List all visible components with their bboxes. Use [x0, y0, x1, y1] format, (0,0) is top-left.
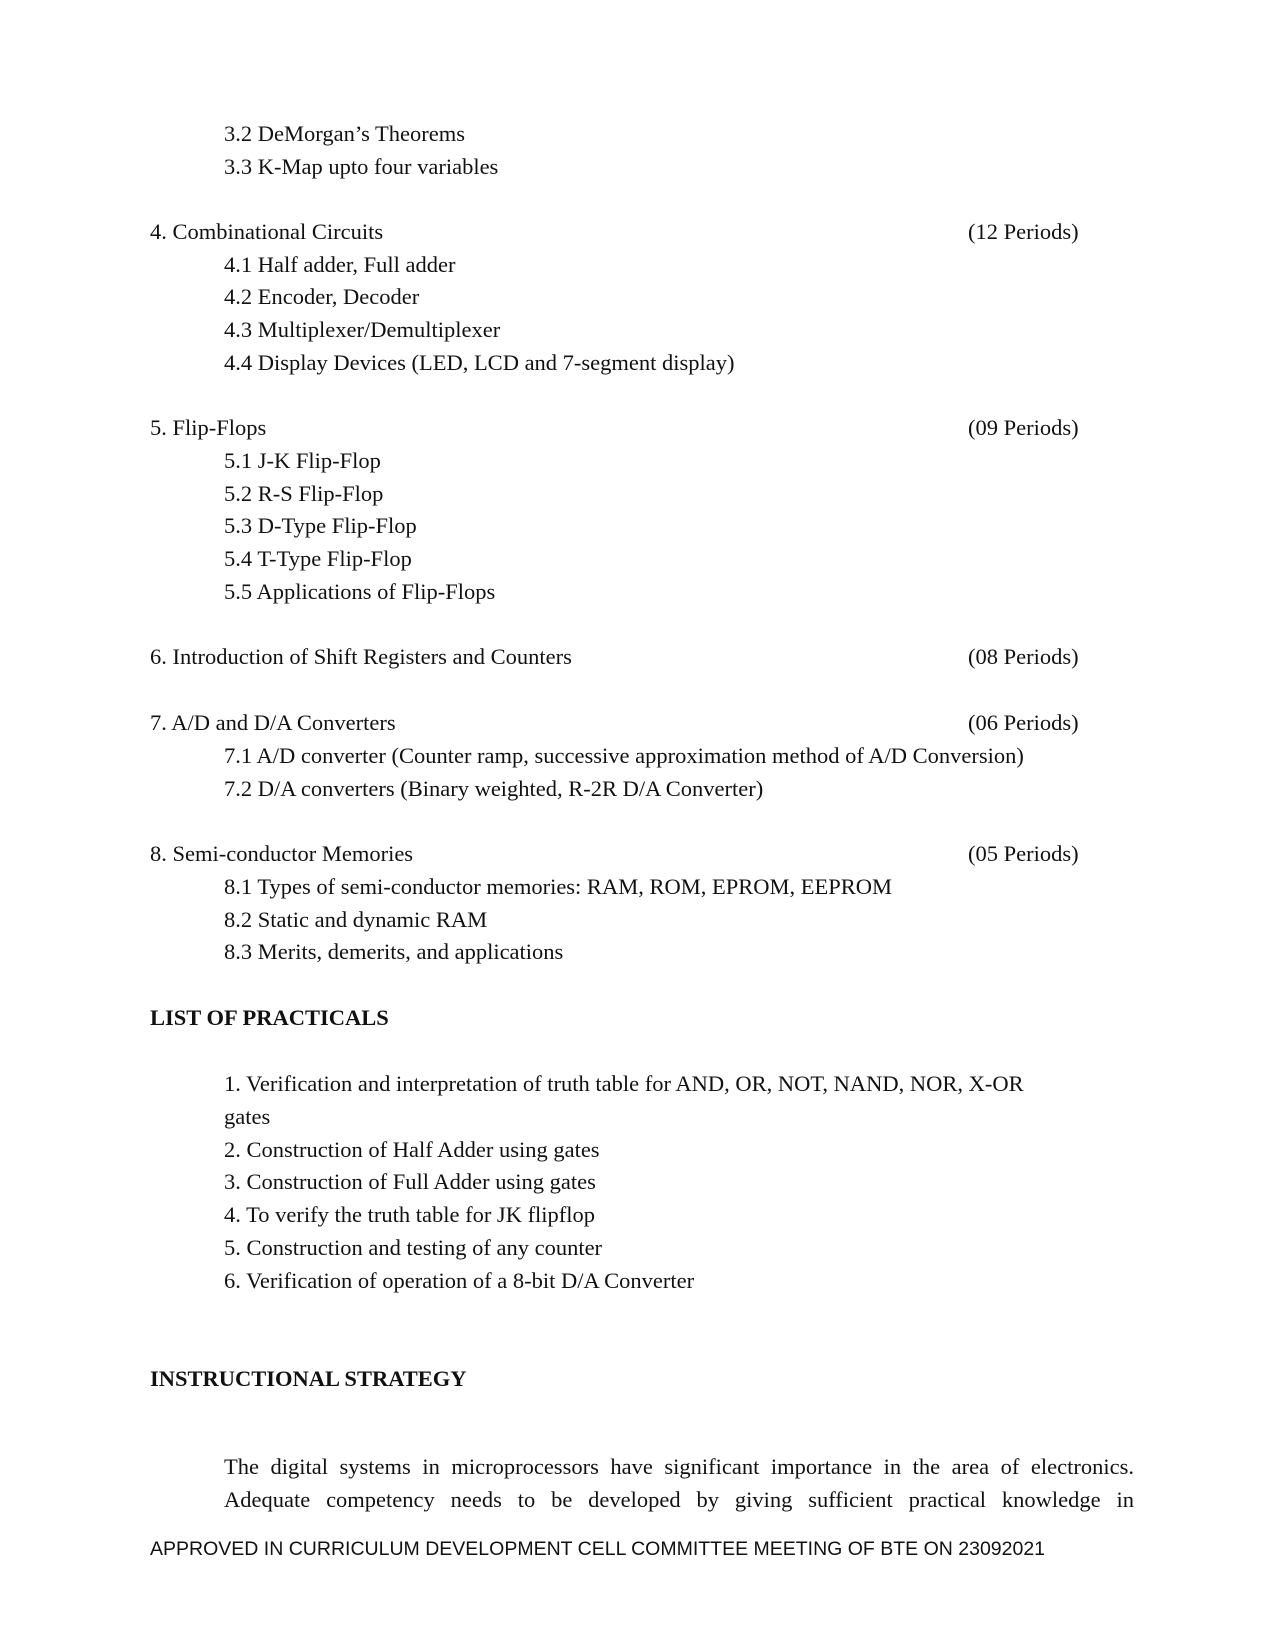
subtopic-3-3: 3.3 K-Map upto four variables: [224, 154, 499, 179]
subtopic-4-1: 4.1 Half adder, Full adder: [224, 252, 456, 277]
subtopic-8-2: 8.2 Static and dynamic RAM: [224, 907, 488, 932]
subtopic-5-5: 5.5 Applications of Flip-Flops: [224, 579, 496, 604]
subtopic-8-1: 8.1 Types of semi-conductor memories: RAM, ROM, EPROM, EEPROM: [224, 874, 892, 899]
subtopic-7-2: 7.2 D/A converters (Binary weighted, R-2R D/A Converter): [224, 776, 764, 801]
subtopic-3-2: 3.2 DeMorgan’s Theorems: [224, 121, 466, 146]
unit-7-periods: (06 Periods): [968, 710, 1079, 735]
subtopic-4-3: 4.3 Multiplexer/Demultiplexer: [224, 317, 501, 342]
subtopic-5-1: 5.1 J-K Flip-Flop: [224, 448, 381, 473]
unit-7-title: 7. A/D and D/A Converters: [150, 710, 396, 735]
practical-item-continuation: gates: [224, 1104, 271, 1129]
unit-6-periods: (08 Periods): [968, 644, 1079, 669]
subtopic-5-3: 5.3 D-Type Flip-Flop: [224, 513, 417, 538]
unit-5-periods: (09 Periods): [968, 415, 1079, 440]
unit-8-periods: (05 Periods): [968, 841, 1079, 866]
subtopic-4-4: 4.4 Display Devices (LED, LCD and 7-segment display): [224, 350, 735, 375]
strategy-paragraph-line: The digital systems in microprocessors have significant importance in the area of electronics.: [224, 1453, 1134, 1479]
practical-item: 1. Verification and interpretation of truth table for AND, OR, NOT, NAND, NOR, X-OR: [224, 1071, 1024, 1096]
unit-4-title: 4. Combinational Circuits: [150, 219, 384, 244]
unit-4-periods: (12 Periods): [968, 219, 1079, 244]
approval-footer: APPROVED IN CURRICULUM DEVELOPMENT CELL COMMITTEE MEETING OF BTE ON 23092021: [150, 1538, 1046, 1560]
subtopic-4-2: 4.2 Encoder, Decoder: [224, 284, 420, 309]
subtopic-5-2: 5.2 R-S Flip-Flop: [224, 481, 384, 506]
subtopic-5-4: 5.4 T-Type Flip-Flop: [224, 546, 412, 571]
practical-item: 5. Construction and testing of any counter: [224, 1235, 603, 1260]
unit-6-title: 6. Introduction of Shift Registers and Counters: [150, 644, 572, 669]
practical-item: 2. Construction of Half Adder using gates: [224, 1137, 600, 1162]
strategy-paragraph-line: Adequate competency needs to be developed by giving sufficient practical knowledge in: [224, 1486, 1134, 1512]
practical-item: 4. To verify the truth table for JK flipflop: [224, 1202, 596, 1227]
unit-5-title: 5. Flip-Flops: [150, 415, 267, 440]
practicals-heading: LIST OF PRACTICALS: [150, 1005, 389, 1030]
subtopic-7-1: 7.1 A/D converter (Counter ramp, successive approximation method of A/D Conversion): [224, 743, 1024, 768]
practical-item: 3. Construction of Full Adder using gates: [224, 1169, 596, 1194]
unit-8-title: 8. Semi-conductor Memories: [150, 841, 414, 866]
strategy-heading: INSTRUCTIONAL STRATEGY: [150, 1366, 467, 1391]
subtopic-8-3: 8.3 Merits, demerits, and applications: [224, 939, 564, 964]
practical-item: 6. Verification of operation of a 8-bit D/A Converter: [224, 1268, 695, 1293]
